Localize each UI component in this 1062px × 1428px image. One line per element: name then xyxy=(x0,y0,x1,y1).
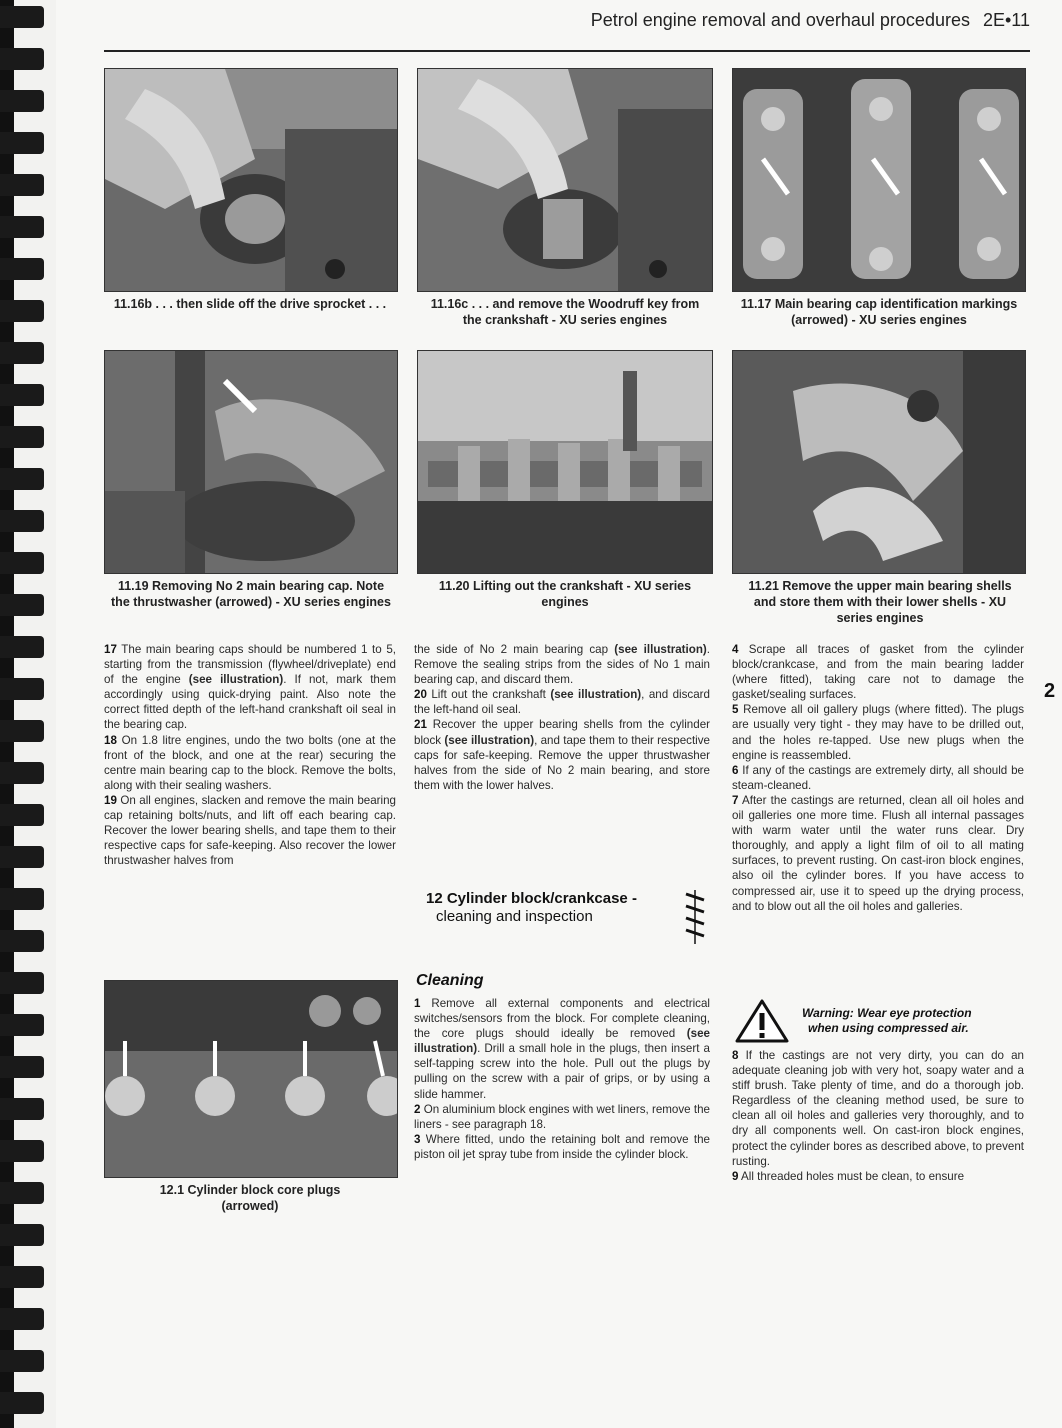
caption-11-17: 11.17 Main bearing cap identification markings (arrowed) - XU series engines xyxy=(740,297,1018,327)
warning-text: Warning: Wear eye protection when using compressed air. xyxy=(802,1006,972,1035)
paragraph-c9: 9 All threaded holes must be clean, to ensure xyxy=(732,1169,965,1183)
caption-11-21: 11.21 Remove the upper main bearing shells and store them with their lower shells - XU series engines xyxy=(748,579,1012,625)
caption-12-1: 12.1 Cylinder block core plugs (arrowed) xyxy=(159,1183,341,1213)
binding-ring xyxy=(0,1140,44,1162)
paragraph-20: 20 Lift out the crankshaft (see illustration), and discard the left-hand oil seal. xyxy=(414,688,710,717)
binding-ring xyxy=(0,888,44,910)
column-3-lower-text xyxy=(732,1048,1024,1184)
paragraph-c7: 7 After the castings are returned, clean all oil holes and oil galleries one more time. Flush all internal passages with warm water until the water runs clear. Dry thoroughly, and apply a light film of oil to all mating surfaces, to prevent rusting. On cast-iron block engines, also oil the cylinder bores. If you have access to compressed air, use it to speed up the drying process, and to blow out all the oil holes and galleries. xyxy=(732,793,1024,913)
binding-ring xyxy=(0,1350,44,1372)
binding-ring xyxy=(0,174,44,196)
binding-ring xyxy=(0,846,44,868)
binding-ring xyxy=(0,510,44,532)
binding-ring xyxy=(0,48,44,70)
paragraph-17: 17 The main bearing caps should be numbered 1 to 5, starting from the transmission (flywheel/driveplate) end of the engine (see illustration). If not, mark them accordingly using quick-drying paint. Also note the correct fitted depth of the left-hand crankshaft oil seal in the bearing cap. xyxy=(104,643,396,732)
paragraph-c4: 4 Scrape all traces of gasket from the cylinder block/crankcase, and from the main bearing ladder (where fitted), taking care not to damage the gasket/sealing surfaces. xyxy=(732,643,1024,702)
paragraph-c2: 2 On aluminium block engines with wet liners, remove the liners - see paragraph 18. xyxy=(414,1102,710,1131)
paragraph-c3: 3 Where fitted, undo the retaining bolt and remove the piston oil jet spray tube from inside the cylinder block. xyxy=(414,1132,710,1161)
header-rule xyxy=(104,50,1030,52)
section-12-title: 12 Cylinder block/crankcase - cleaning and inspection xyxy=(426,890,637,925)
photo-11-17 xyxy=(732,68,1026,292)
binding-ring xyxy=(0,1266,44,1288)
binding-ring xyxy=(0,90,44,112)
photo-11-20 xyxy=(417,350,713,574)
cleaning-heading: Cleaning xyxy=(416,972,484,989)
binding-ring xyxy=(0,1056,44,1078)
paragraph-21: 21 Recover the upper bearing shells from the cylinder block (see illustration), and tape them to their respective caps for safe-keeping. Remove the upper thrustwasher halves from the side of No 2 main bearing, and store them with the lower halves. xyxy=(414,718,711,792)
binding-ring xyxy=(0,1014,44,1036)
column-2-cleaning-text xyxy=(414,996,710,1162)
binding-ring xyxy=(0,6,44,28)
binding-ring xyxy=(0,426,44,448)
photo-11-16b xyxy=(104,68,398,292)
column-1-text xyxy=(104,642,396,868)
paragraph-19-continued: the side of No 2 main bearing cap (see illustration). Remove the sealing strips from the sides of No 1 main bearing cap, and discard them. xyxy=(414,643,711,687)
binding-ring xyxy=(0,720,44,742)
page-header xyxy=(520,10,1030,31)
binding-ring xyxy=(0,804,44,826)
column-3-text xyxy=(732,642,1024,914)
binding-ring xyxy=(0,132,44,154)
caption-11-16c: 11.16c . . . and remove the Woodruff key from the crankshaft - XU series engines xyxy=(430,297,700,327)
paragraph-c8: 8 If the castings are not very dirty, you can do an adequate cleaning job with very hot, soapy water and a stiff brush. Take plenty of time, and do a thorough job. Regardless of the cleaning method used, be sure to clean all oil holes and galleries very thoroughly, and to dry all components well. On cast-iron block engines, protect the cylinder bores as described above, to prevent rusting. xyxy=(732,1049,1024,1168)
binding-ring xyxy=(0,762,44,784)
binding-ring xyxy=(0,1224,44,1246)
photo-11-19 xyxy=(104,350,398,574)
binding-ring xyxy=(0,384,44,406)
binding-ring xyxy=(0,678,44,700)
binding-ring xyxy=(0,1182,44,1204)
caption-11-19: 11.19 Removing No 2 main bearing cap. Note the thrustwasher (arrowed) - XU series engines xyxy=(111,579,391,609)
binding-spine xyxy=(0,0,14,1428)
binding-ring xyxy=(0,636,44,658)
paragraph-c5: 5 Remove all oil gallery plugs (where fitted). The plugs are usually very tight - they may have to be drilled out, and the holes re-tapped. Use new plugs when the engine is reassembled. xyxy=(732,703,1024,762)
photo-11-16c xyxy=(417,68,713,292)
paragraph-19: 19 On all engines, slacken and remove the main bearing cap retaining bolts/nuts, and lift off each bearing cap. Recover the lower bearing shells, and tape them to their respective caps for safe-keeping. Also recover the lower thrustwasher halves from xyxy=(104,793,396,868)
photo-12-1 xyxy=(104,980,398,1178)
binding-ring xyxy=(0,1392,44,1414)
binding-ring xyxy=(0,594,44,616)
warning-triangle-icon xyxy=(734,998,790,1044)
spiral-binding xyxy=(0,0,56,1428)
column-2-text xyxy=(414,642,710,793)
paragraph-18: 18 On 1.8 litre engines, undo the two bolts (one at the front of the block, and one at the rear) securing the centre main bearing cap to the block. Remove the bolts, along with their sealing washers. xyxy=(104,733,396,792)
page-number: 2E•11 xyxy=(982,10,1030,30)
binding-ring xyxy=(0,1308,44,1330)
paragraph-c6: 6 If any of the castings are extremely dirty, all should be steam-cleaned. xyxy=(732,763,1024,792)
binding-ring xyxy=(0,930,44,952)
header-title: Petrol engine removal and overhaul procedures xyxy=(590,10,970,30)
paragraph-c1: 1 Remove all external components and electrical switches/sensors from the block. For complete cleaning, the core plugs should ideally be removed (see illustration). Drill a small hole in the plugs, then insert a self-tapping screw into the hole. Pull out the plugs by pulling on the screw with a pair of grips, or by using a slide hammer. xyxy=(414,997,710,1101)
section-tab-number: 2 xyxy=(1044,680,1056,702)
photo-11-21 xyxy=(732,350,1026,574)
caption-11-20: 11.20 Lifting out the crankshaft - XU series engines xyxy=(438,579,692,609)
binding-ring xyxy=(0,216,44,238)
difficulty-rating-icon xyxy=(684,888,706,946)
binding-ring xyxy=(0,342,44,364)
binding-ring xyxy=(0,468,44,490)
binding-ring xyxy=(0,258,44,280)
binding-ring xyxy=(0,552,44,574)
caption-11-16b: 11.16b . . . then slide off the drive sprocket . . . xyxy=(113,297,387,311)
illustration-ref: (see illustration) xyxy=(188,673,284,687)
binding-ring xyxy=(0,300,44,322)
binding-ring xyxy=(0,972,44,994)
binding-ring xyxy=(0,1098,44,1120)
